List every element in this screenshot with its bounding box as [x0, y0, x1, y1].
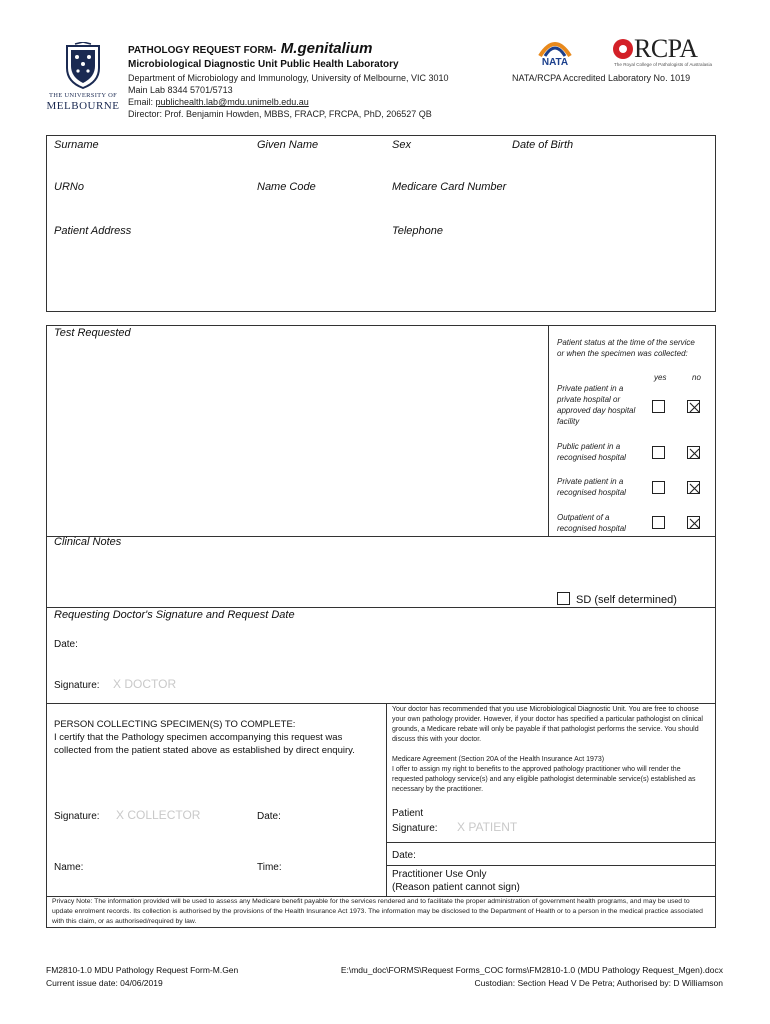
collector-certify: I certify that the Pathology specimen accompanying this request was collected from the patient stated above as established by direct enquiry. — [54, 732, 355, 756]
cross-mark-icon — [688, 401, 701, 414]
email-link[interactable]: publichealth.lab@mdu.unimelb.edu.au — [155, 97, 309, 107]
patient-sign-divider — [386, 842, 716, 843]
form-title-text: PATHOLOGY REQUEST FORM- — [128, 45, 277, 56]
university-name-line1: THE UNIVERSITY OF — [48, 92, 118, 99]
given-name-field[interactable]: Given Name — [257, 139, 319, 151]
no-header: no — [692, 373, 701, 382]
sd-label: SD (self determined) — [576, 594, 677, 606]
privacy-note: Privacy Note: The information provided will be used to assess any Medicare benefit payable for the services rendered and to facilitate the proper administration of government health programs, and may be used to update enrolment records. Its collection is authorised by the provisions of the Health Insurance Act 1973. The information may be disclosed to the Department of Health or to a person in the medical practice associated with this claim, or as authorised/required by law. — [52, 898, 703, 925]
medicare-field[interactable]: Medicare Card Number — [392, 181, 507, 193]
patient-date-label: Date: — [392, 850, 416, 861]
organism-name: M.genitalium — [280, 40, 373, 57]
rcpa-text: RCPA — [634, 34, 698, 63]
practitioner-reason: (Reason patient cannot sign) — [392, 882, 520, 893]
status-no-checkbox[interactable] — [687, 446, 700, 459]
footer-custodian: Custodian: Section Head V De Petra; Authorised by: D Williamson — [474, 978, 723, 988]
lower-vertical-divider — [386, 703, 387, 897]
director: Director: Prof. Benjamin Howden, MBBS, FRACP, FRCPA, PhD, 206527 QB — [128, 109, 432, 119]
university-crest-icon — [63, 42, 103, 90]
collector-date-label: Date: — [257, 811, 281, 822]
dob-field[interactable]: Date of Birth — [512, 139, 574, 151]
nata-emblem-icon — [536, 36, 574, 58]
nata-logo — [536, 36, 574, 70]
practitioner-use: Practitioner Use Only — [392, 869, 487, 880]
university-logo — [46, 42, 120, 114]
address-field[interactable]: Patient Address — [54, 225, 132, 237]
status-option-label: Private patient in a private hospital or approved day hospital facility — [557, 384, 636, 426]
lab-name: Microbiological Diagnostic Unit Public Health Laboratory — [128, 59, 399, 70]
surname-field[interactable]: Surname — [54, 139, 99, 151]
email-line — [128, 96, 309, 108]
medicare-agreement-title: Medicare Agreement (Section 20A of the Health Insurance Act 1973) — [392, 756, 605, 763]
medicare-agreement-body: I offer to assign my right to benefits to the approved pathology practitioner who will render the requested pathology service(s) and any eligible pathologist determinable service(s) established as necessary by the practitioner. — [392, 766, 696, 793]
sd-checkbox[interactable] — [557, 592, 570, 605]
footer-issue-date: Current issue date: 04/06/2019 — [46, 978, 163, 988]
footer-form-id: FM2810-1.0 MDU Pathology Request Form-M.Gen — [46, 965, 239, 975]
patient-signature-label: Signature: — [392, 823, 438, 834]
name-code-field[interactable]: Name Code — [257, 181, 316, 193]
footer-path: E:\mdu_doc\FORMS\Request Forms_COC forms\FM2810-1.0 (MDU Pathology Request_Mgen).docx — [340, 965, 723, 975]
status-no-checkbox[interactable] — [687, 481, 700, 494]
status-no-checkbox[interactable] — [687, 400, 700, 413]
doctor-section-title: Requesting Doctor's Signature and Request Date — [54, 609, 295, 621]
university-name-line2: MELBOURNE — [46, 100, 120, 112]
sex-field[interactable]: Sex — [392, 139, 411, 151]
status-title: Patient status at the time of the service or when the specimen was collected: — [557, 338, 695, 358]
collector-signature-field[interactable]: X COLLECTOR — [116, 808, 201, 822]
cross-mark-icon — [688, 517, 701, 530]
patient-label: Patient — [392, 808, 424, 819]
test-requested-field[interactable]: Test Requested — [54, 327, 131, 339]
accreditation: NATA/RCPA Accredited Laboratory No. 1019 — [512, 73, 691, 83]
cross-mark-icon — [688, 447, 701, 460]
telephone-field[interactable]: Telephone — [392, 225, 443, 237]
doctor-signature-label: Signature: — [54, 680, 100, 691]
status-yes-checkbox[interactable] — [652, 446, 665, 459]
rcpa-emblem-icon — [612, 38, 634, 60]
yes-header: yes — [654, 373, 667, 382]
cross-mark-icon — [688, 482, 701, 495]
lower-divider — [46, 703, 716, 704]
status-yes-checkbox[interactable] — [652, 481, 665, 494]
practitioner-divider — [386, 865, 716, 866]
status-option-label: Public patient in a recognised hospital — [557, 442, 626, 462]
rcpa-logo — [612, 36, 724, 70]
patient-signature-field[interactable]: X PATIENT — [457, 820, 518, 834]
doctor-signature-field[interactable]: X DOCTOR — [113, 677, 177, 691]
status-option-label: Private patient in a recognised hospital — [557, 477, 626, 497]
urno-field[interactable]: URNo — [54, 181, 84, 193]
collector-time-label: Time: — [257, 862, 282, 873]
status-no-checkbox[interactable] — [687, 516, 700, 529]
status-option-label: Outpatient of a recognised hospital — [557, 513, 626, 533]
doctor-divider — [46, 607, 716, 608]
form-title — [128, 40, 372, 58]
status-yes-checkbox[interactable] — [652, 400, 665, 413]
patient-details-box — [46, 135, 716, 312]
collector-heading: PERSON COLLECTING SPECIMEN(S) TO COMPLETE: — [54, 719, 296, 730]
collector-signature-label: Signature: — [54, 811, 100, 822]
main-lab-phone: Main Lab 8344 5701/5713 — [128, 85, 233, 95]
rcpa-subtitle: The Royal College of Pathologists of Australasia — [614, 62, 713, 67]
doctor-date-label: Date: — [54, 639, 78, 650]
clinical-divider — [46, 536, 716, 537]
department: Department of Microbiology and Immunology, University of Melbourne, VIC 3010 — [128, 73, 449, 83]
email-label: Email: — [128, 97, 156, 107]
status-yes-checkbox[interactable] — [652, 516, 665, 529]
collector-name-label: Name: — [54, 862, 84, 873]
doctor-recommend-note: Your doctor has recommended that you use Microbiological Diagnostic Unit. You are free to choose your own pathology provider. However, if your doctor has specified a particular pathologist on clinical grounds, a Medicare rebate will only be payable if that pathologist performs the service. You should discuss this with your doctor. — [392, 706, 703, 743]
nata-text: NATA — [541, 57, 569, 68]
status-divider — [548, 325, 549, 536]
clinical-notes-field[interactable]: Clinical Notes — [54, 536, 122, 548]
